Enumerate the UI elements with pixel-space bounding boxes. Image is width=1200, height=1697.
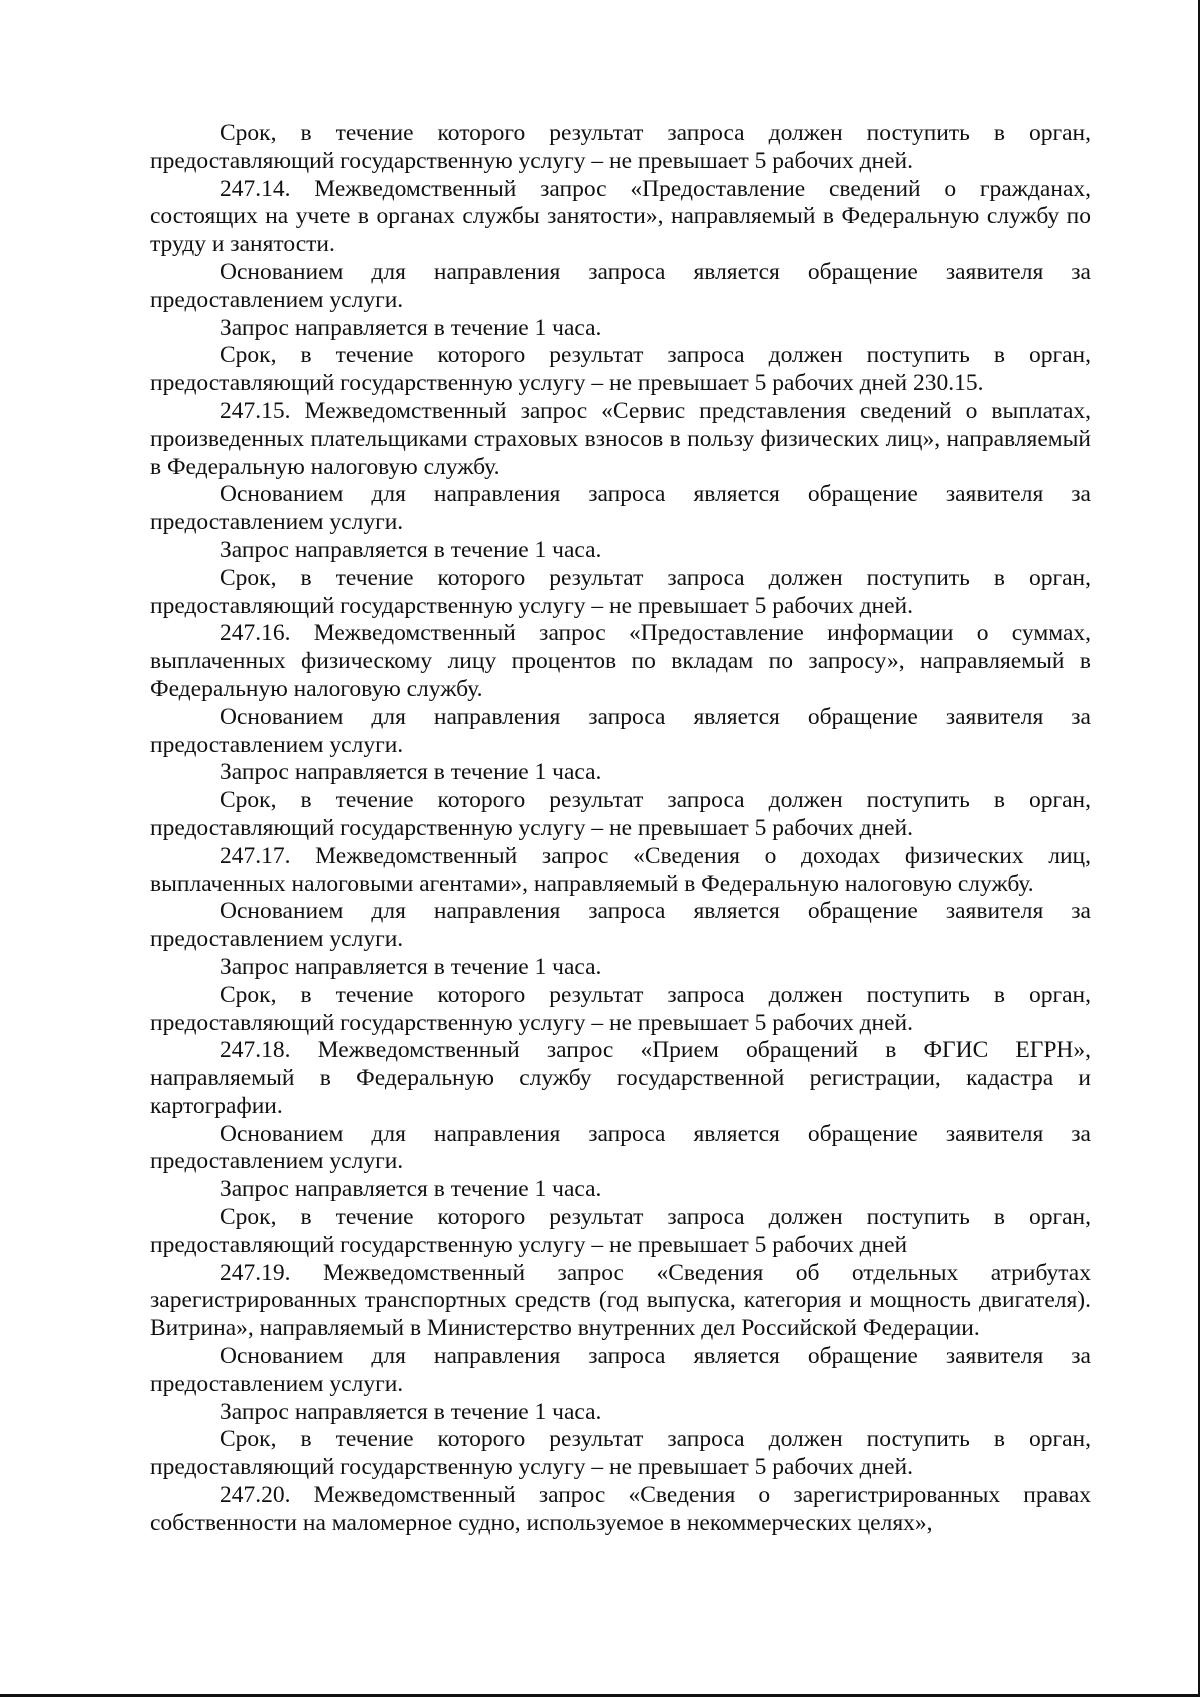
paragraph: Срок, в течение которого результат запроса должен поступить в орган, предоставляющий государственную услугу – не превышает 5 рабочих дней: [150, 1204, 1091, 1258]
paragraph: 247.20. Межведомственный запрос «Сведения о зарегистрированных правах собственности на маломерное судно, используемое в некоммерческих целях»,: [150, 1482, 1091, 1536]
paragraph: Запрос направляется в течение 1 часа.: [220, 314, 602, 341]
paragraph: Основанием для направления запроса является обращение заявителя за предоставлением услуги.: [150, 703, 1091, 758]
paragraph: 247.17. Межведомственный запрос «Сведения о доходах физических лиц, выплаченных налоговыми агентами», направляемый в Федеральную налоговую службу.: [150, 842, 1091, 897]
paragraph: 247.16. Межведомственный запрос «Предоставление информации о суммах, выплаченных физическому лицу процентов по вкладам по запросу», направляемый в Федеральную налоговую службу.: [150, 620, 1091, 702]
paragraph: 247.18. Межведомственный запрос «Прием обращений в ФГИС ЕГРН», направляемый в Федеральную службу государственной регистрации, кадастра и картографии.: [150, 1037, 1091, 1119]
paragraph: Основанием для направления запроса является обращение заявителя за предоставлением услуги.: [150, 1343, 1091, 1397]
paragraph: Основанием для направления запроса является обращение заявителя за предоставлением услуги.: [150, 1120, 1091, 1175]
paragraph: Основанием для направления запроса является обращение заявителя за предоставлением услуги.: [150, 258, 1091, 313]
paragraph: Запрос направляется в течение 1 часа.: [220, 953, 602, 980]
paragraph: Срок, в течение которого результат запроса должен поступить в орган, предоставляющий государственную услугу – не превышает 5 рабочих дней 230.15.: [150, 342, 1091, 397]
paragraph: Срок, в течение которого результат запроса должен поступить в орган, предоставляющий государственную услугу – не превышает 5 рабочих дней.: [150, 981, 1091, 1036]
paragraph: Запрос направляется в течение 1 часа.: [220, 536, 602, 563]
paragraph: Основанием для направления запроса является обращение заявителя за предоставлением услуги.: [150, 898, 1091, 953]
paragraph: Запрос направляется в течение 1 часа.: [220, 759, 602, 786]
paragraph: Срок, в течение которого результат запроса должен поступить в орган, предоставляющий государственную услугу – не превышает 5 рабочих дней.: [150, 120, 1091, 174]
paragraph: 247.15. Межведомственный запрос «Сервис представления сведений о выплатах, произведенных плательщиками страховых взносов в пользу физических лиц», направляемый в Федеральную налоговую службу.: [150, 397, 1091, 480]
paragraph: Срок, в течение которого результат запроса должен поступить в орган, предоставляющий государственную услугу – не превышает 5 рабочих дней.: [150, 1426, 1091, 1481]
paragraph: 247.14. Межведомственный запрос «Предоставление сведений о гражданах, состоящих на учете в органах службы занятости», направляемый в Федеральную службу по труду и занятости.: [150, 175, 1091, 258]
paragraph: Основанием для направления запроса является обращение заявителя за предоставлением услуги.: [150, 481, 1091, 536]
paragraph: Срок, в течение которого результат запроса должен поступить в орган, предоставляющий государственную услугу – не превышает 5 рабочих дней.: [150, 564, 1091, 619]
paragraph: Запрос направляется в течение 1 часа.: [220, 1176, 602, 1203]
paragraph: Срок, в течение которого результат запроса должен поступить в орган, предоставляющий государственную услугу – не превышает 5 рабочих дней.: [150, 787, 1091, 841]
paragraph: Запрос направляется в течение 1 часа.: [220, 1398, 602, 1425]
document-body: [150, 120, 1091, 1538]
paragraph: 247.19. Межведомственный запрос «Сведения об отдельных атрибутах зарегистрированных транспортных средств (год выпуска, категория и мощность двигателя). Витрина», направляемый в Министерство внутренних дел Российской Федерации.: [150, 1259, 1091, 1342]
